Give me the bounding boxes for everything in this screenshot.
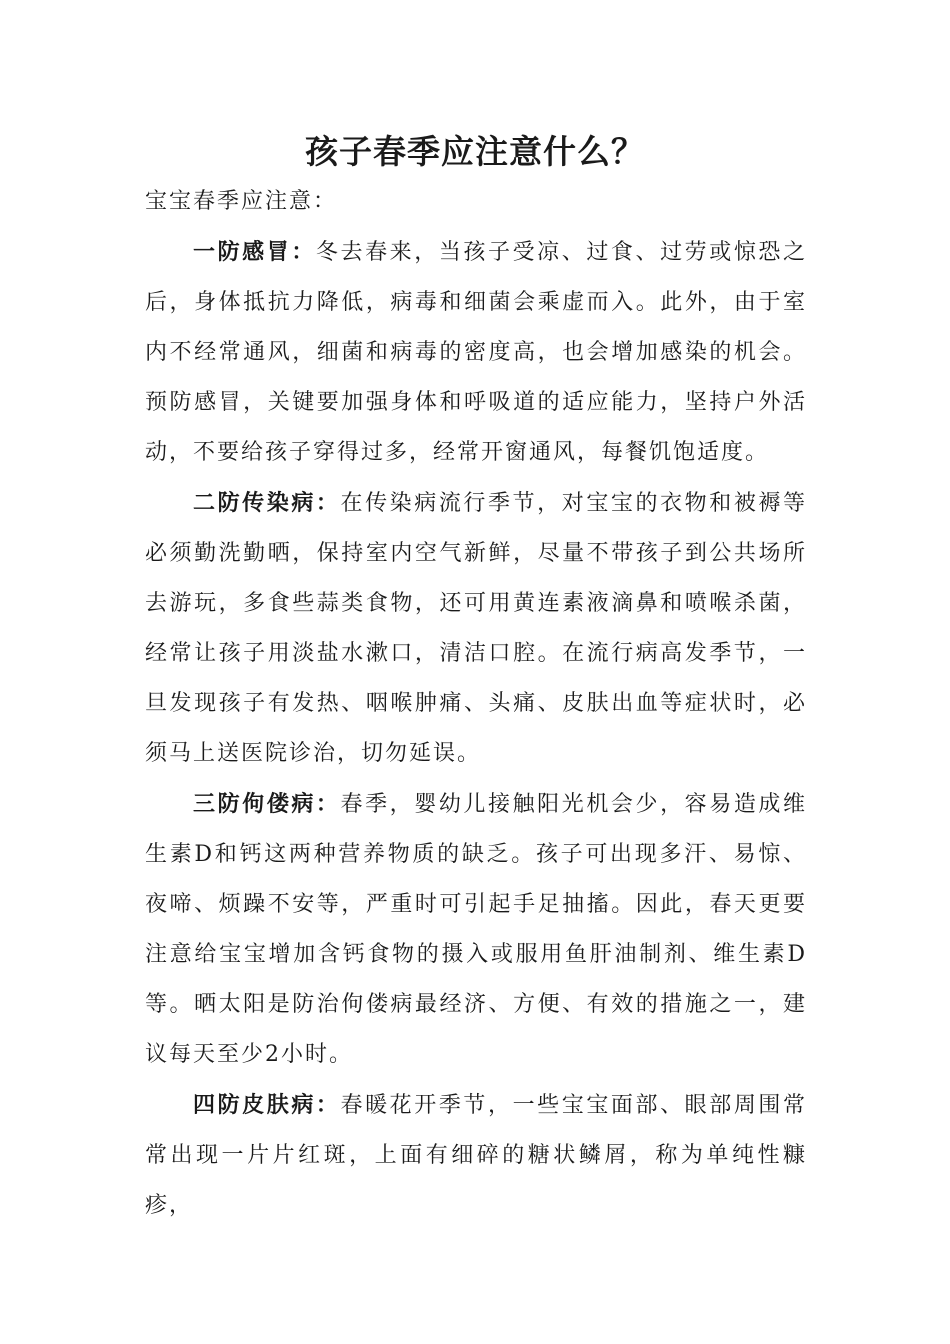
paragraph-skin <box>145 1080 807 1231</box>
paragraph-rickets <box>145 779 807 1080</box>
paragraph-infectious <box>145 478 807 779</box>
paragraph-heading: 三防佝偻病： <box>193 791 341 817</box>
intro-line: 宝宝春季应注意： <box>145 189 338 214</box>
paragraph-text: 在传染病流行季节，对宝宝的衣物和被褥等必须勤洗勤晒，保持室内空气新鲜，尽量不带孩子到公共场所去游玩，多食些蒜类食物，还可用黄连素液滴鼻和喷喉杀菌，经常让孩子用淡盐水漱口，清洁口腔。在流行病高发季节，一旦发现孩子有发热、咽喉肿痛、头痛、皮肤出血等症状时，必须马上送医院诊治，切勿延误。 <box>145 491 807 766</box>
paragraph-text: 春暖花开季节，一些宝宝面部、眼部周围常常出现一片片红斑，上面有细碎的糖状鳞屑，称为单纯性糠疹， <box>145 1093 807 1218</box>
paragraph-cold <box>145 227 807 478</box>
paragraph-heading: 四防皮肤病： <box>193 1092 341 1118</box>
paragraph-text: 春季，婴幼儿接触阳光机会少，容易造成维生素D和钙这两种营养物质的缺乏。孩子可出现多汗、易惊、夜啼、烦躁不安等，严重时可引起手足抽搐。因此，春天更要注意给宝宝增加含钙食物的摄入或服用鱼肝油制剂、维生素D等。晒太阳是防治佝偻病最经济、方便、有效的措施之一，建议每天至少2小时。 <box>145 792 807 1067</box>
paragraph-heading: 一防感冒： <box>193 239 316 265</box>
paragraph-text: 冬去春来，当孩子受凉、过食、过劳或惊恐之后，身体抵抗力降低，病毒和细菌会乘虚而入。此外，由于室内不经常通风，细菌和病毒的密度高，也会增加感染的机会。预防感冒，关键要加强身体和呼吸道的适应能力，坚持户外活动，不要给孩子穿得过多，经常开窗通风，每餐饥饱适度。 <box>145 240 807 465</box>
document-body <box>145 177 807 1231</box>
document-title: 孩子春季应注意什么？ <box>305 132 645 171</box>
paragraph-heading: 二防传染病： <box>193 490 341 516</box>
